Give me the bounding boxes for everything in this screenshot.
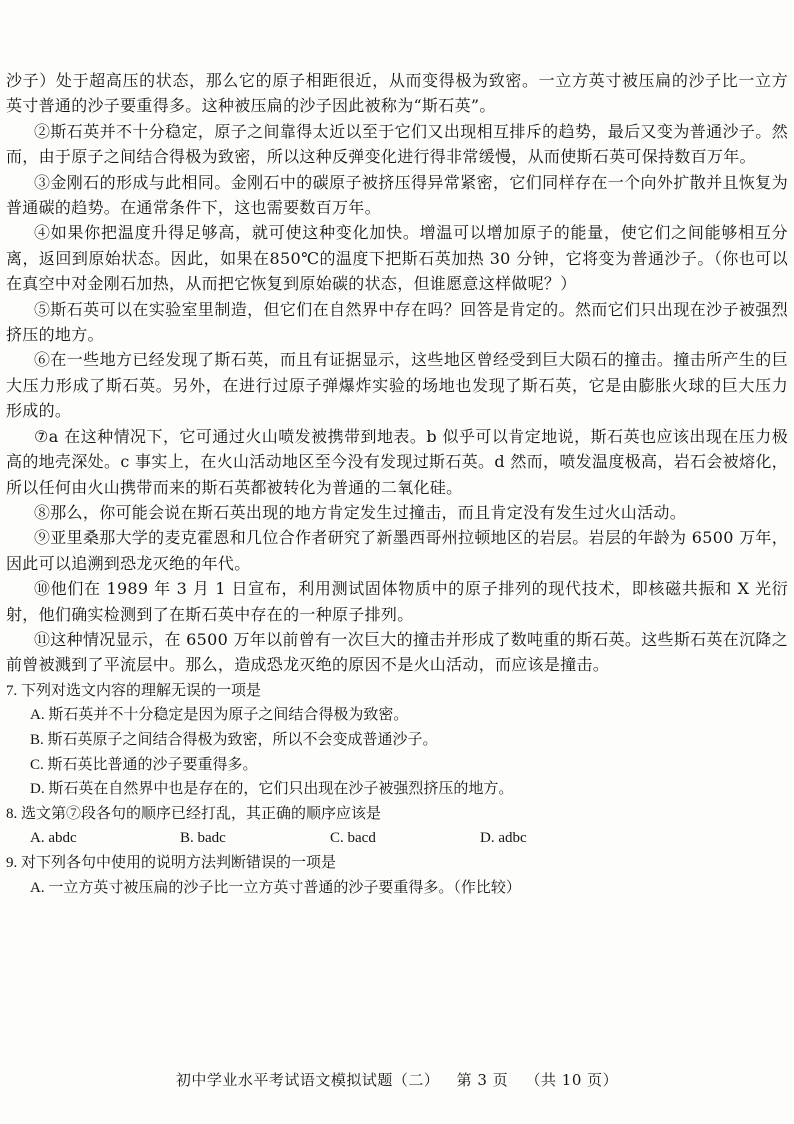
- passage-paragraph-7: ⑦a 在这种情况下，它可通过火山喷发被携带到地表。b 似乎可以肯定地说，斯石英也应该出现在压力极高的地壳深处。c 事实上，在火山活动地区至今没有发现过斯石英。d 然而，喷发温度极高，岩石会被熔化，所以任何由火山携带而来的斯石英都被转化为普通的二氧化硅。: [6, 426, 788, 497]
- passage-paragraph-2: ②斯石英并不十分稳定，原子之间靠得太近以至于它们又出现相互排斥的趋势，最后又变为普通沙子。然而，由于原子之间结合得极为致密，所以这种反弹变化进行得非常缓慢，从而使斯石英可保持数百万年。: [6, 121, 788, 167]
- question-9-stem: 9. 对下列各句中使用的说明方法判断错误的一项是: [6, 854, 337, 871]
- passage-paragraph-4: ④如果你把温度升得足够高，就可使这种变化加快。增温可以增加原子的能量，使它们之间能够相互分离，返回到原始状态。因此，如果在850℃的温度下把斯石英加热 30 分钟，它将变为普通沙子。（你也可以在真空中对金刚石加热，从而把它恢复到原始碳的状态，但谁愿意这样做呢？）: [6, 223, 788, 294]
- passage-paragraph-9: ⑨亚里桑那大学的麦克霍恩和几位合作者研究了新墨西哥州拉顿地区的岩层。岩层的年龄为 6500 万年，因此可以追溯到恐龙灭绝的年代。: [6, 528, 788, 573]
- question-8-option-d: D. adbc: [480, 830, 527, 847]
- question-9-option-a: A. 一立方英寸被压扁的沙子比一立方英寸普通的沙子要重得多。（作比较）: [30, 879, 521, 896]
- passage-paragraph-10: ⑩他们在 1989 年 3 月 1 日宣布，利用测试固体物质中的原子排列的现代技术，即核磁共振和 X 光衍射，他们确实检测到了在斯石英中存在的一种原子排列。: [6, 579, 788, 624]
- question-7-option-a: A. 斯石英并不十分稳定是因为原子之间结合得极为致密。: [30, 707, 409, 724]
- page-content: [6, 68, 788, 900]
- passage-paragraph-8: ⑧那么，你可能会说在斯石英出现的地方肯定发生过撞击，而且肯定没有发生过火山活动。: [34, 502, 687, 522]
- page-footer: [0, 1069, 794, 1090]
- footer-page-number: 第 3 页: [456, 1071, 509, 1089]
- question-7-option-d: D. 斯石英在自然界中也是存在的，它们只出现在沙子被强烈挤压的地方。: [30, 781, 514, 798]
- question-8-stem: 8. 选文第⑦段各句的顺序已经打乱，其正确的顺序应该是: [6, 805, 382, 822]
- passage-paragraph-5: ⑤斯石英可以在实验室里制造，但它们在自然界中存在吗？回答是肯定的。然而它们只出现在沙子被强烈挤压的地方。: [6, 299, 788, 345]
- question-7-option-b: B. 斯石英原子之间结合得极为致密，所以不会变成普通沙子。: [30, 731, 438, 748]
- question-7-option-c: C. 斯石英比普通的沙子要重得多。: [30, 756, 258, 773]
- passage-paragraph-3: ③金刚石的形成与此相同。金刚石中的碳原子被挤压得异常紧密，它们同样存在一个向外扩散并且恢复为普通碳的趋势。在通常条件下，这也需要数百万年。: [6, 172, 788, 218]
- passage-paragraph-1-tail: 沙子）处于超高压的状态，那么它的原子相距很近，从而变得极为致密。一立方英寸被压扁的沙子比一立方英寸普通的沙子要重得多。这种被压扁的沙子因此被称为“斯石英”。: [6, 71, 788, 116]
- question-8-option-c: C. bacd: [330, 830, 376, 847]
- footer-exam-title: 初中学业水平考试语文模拟试题（二）: [175, 1071, 440, 1089]
- passage-paragraph-6: ⑥在一些地方已经发现了斯石英，而且有证据显示，这些地区曾经受到巨大陨石的撞击。撞击所产生的巨大压力形成了斯石英。另外，在进行过原子弹爆炸实验的场地也发现了斯石英，它是由膨胀火球的巨大压力形成的。: [6, 350, 788, 421]
- footer-page-total: （共 10 页）: [525, 1071, 619, 1089]
- question-8-option-b: B. badc: [180, 830, 226, 847]
- question-8-option-a: A. abdc: [30, 830, 77, 847]
- question-7-stem: 7. 下列对选文内容的理解无误的一项是: [6, 682, 262, 699]
- passage-paragraph-11: ⑪这种情况显示，在 6500 万年以前曾有一次巨大的撞击并形成了数吨重的斯石英。这些斯石英在沉降之前曾被溅到了平流层中。那么，造成恐龙灭绝的原因不是火山活动，而应该是撞击。: [6, 629, 788, 675]
- question-8-options: [6, 826, 788, 851]
